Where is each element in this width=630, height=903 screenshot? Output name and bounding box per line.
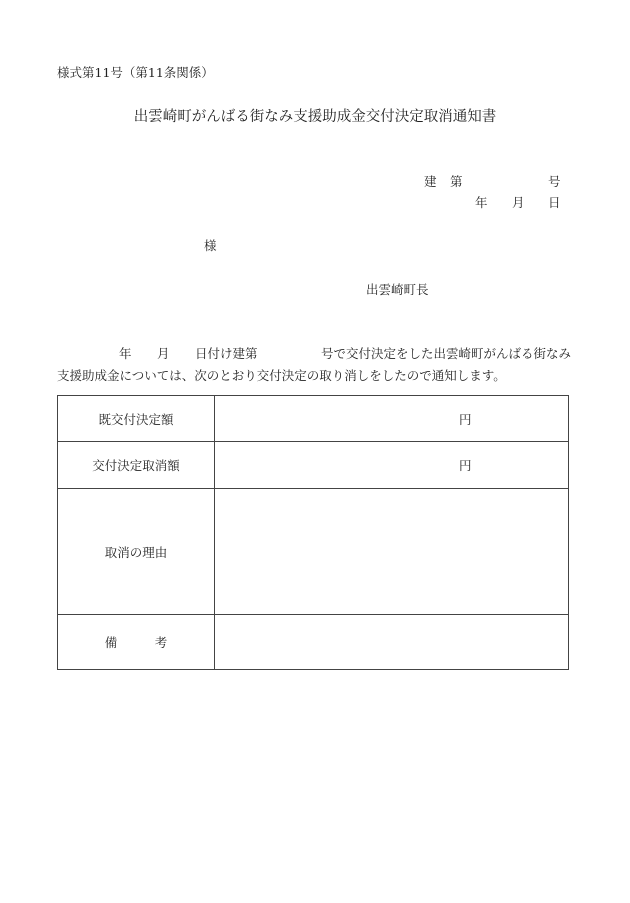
- doc-number-suffix: 号: [548, 174, 561, 189]
- row-label: 備 考: [58, 615, 215, 670]
- details-table: [57, 395, 569, 670]
- row-label: 既交付決定額: [58, 396, 215, 442]
- table-row: [58, 442, 569, 489]
- body-month: 月: [157, 346, 170, 361]
- table-row: [58, 396, 569, 442]
- date-year: 年: [475, 195, 488, 210]
- body-year: 年: [119, 346, 132, 361]
- row-value: [215, 396, 569, 442]
- sender: 出雲崎町長: [366, 282, 429, 297]
- body-dated: 日付け建第: [195, 346, 258, 361]
- date-month: 月: [512, 195, 525, 210]
- form-number: 様式第11号（第11条関係）: [57, 65, 214, 80]
- doc-number-dai: 第: [450, 174, 463, 189]
- unit-yen: 円: [459, 411, 472, 427]
- table-row: [58, 489, 569, 615]
- date-day: 日: [548, 195, 561, 210]
- row-value: [215, 615, 569, 670]
- row-value: [215, 442, 569, 489]
- row-value: [215, 489, 569, 615]
- addressee-suffix: 様: [204, 238, 217, 253]
- body-line2: 支援助成金については、次のとおり交付決定の取り消しをしたので通知します。: [57, 368, 506, 383]
- doc-number-prefix: 建: [424, 174, 437, 189]
- row-label: 取消の理由: [58, 489, 215, 615]
- table-row: [58, 615, 569, 670]
- body-line1: 号で交付決定をした出雲崎町がんばる街なみ: [321, 346, 572, 361]
- row-label: 交付決定取消額: [58, 442, 215, 489]
- unit-yen: 円: [459, 458, 472, 473]
- document-title: 出雲崎町がんばる街なみ支援助成金交付決定取消通知書: [133, 109, 497, 125]
